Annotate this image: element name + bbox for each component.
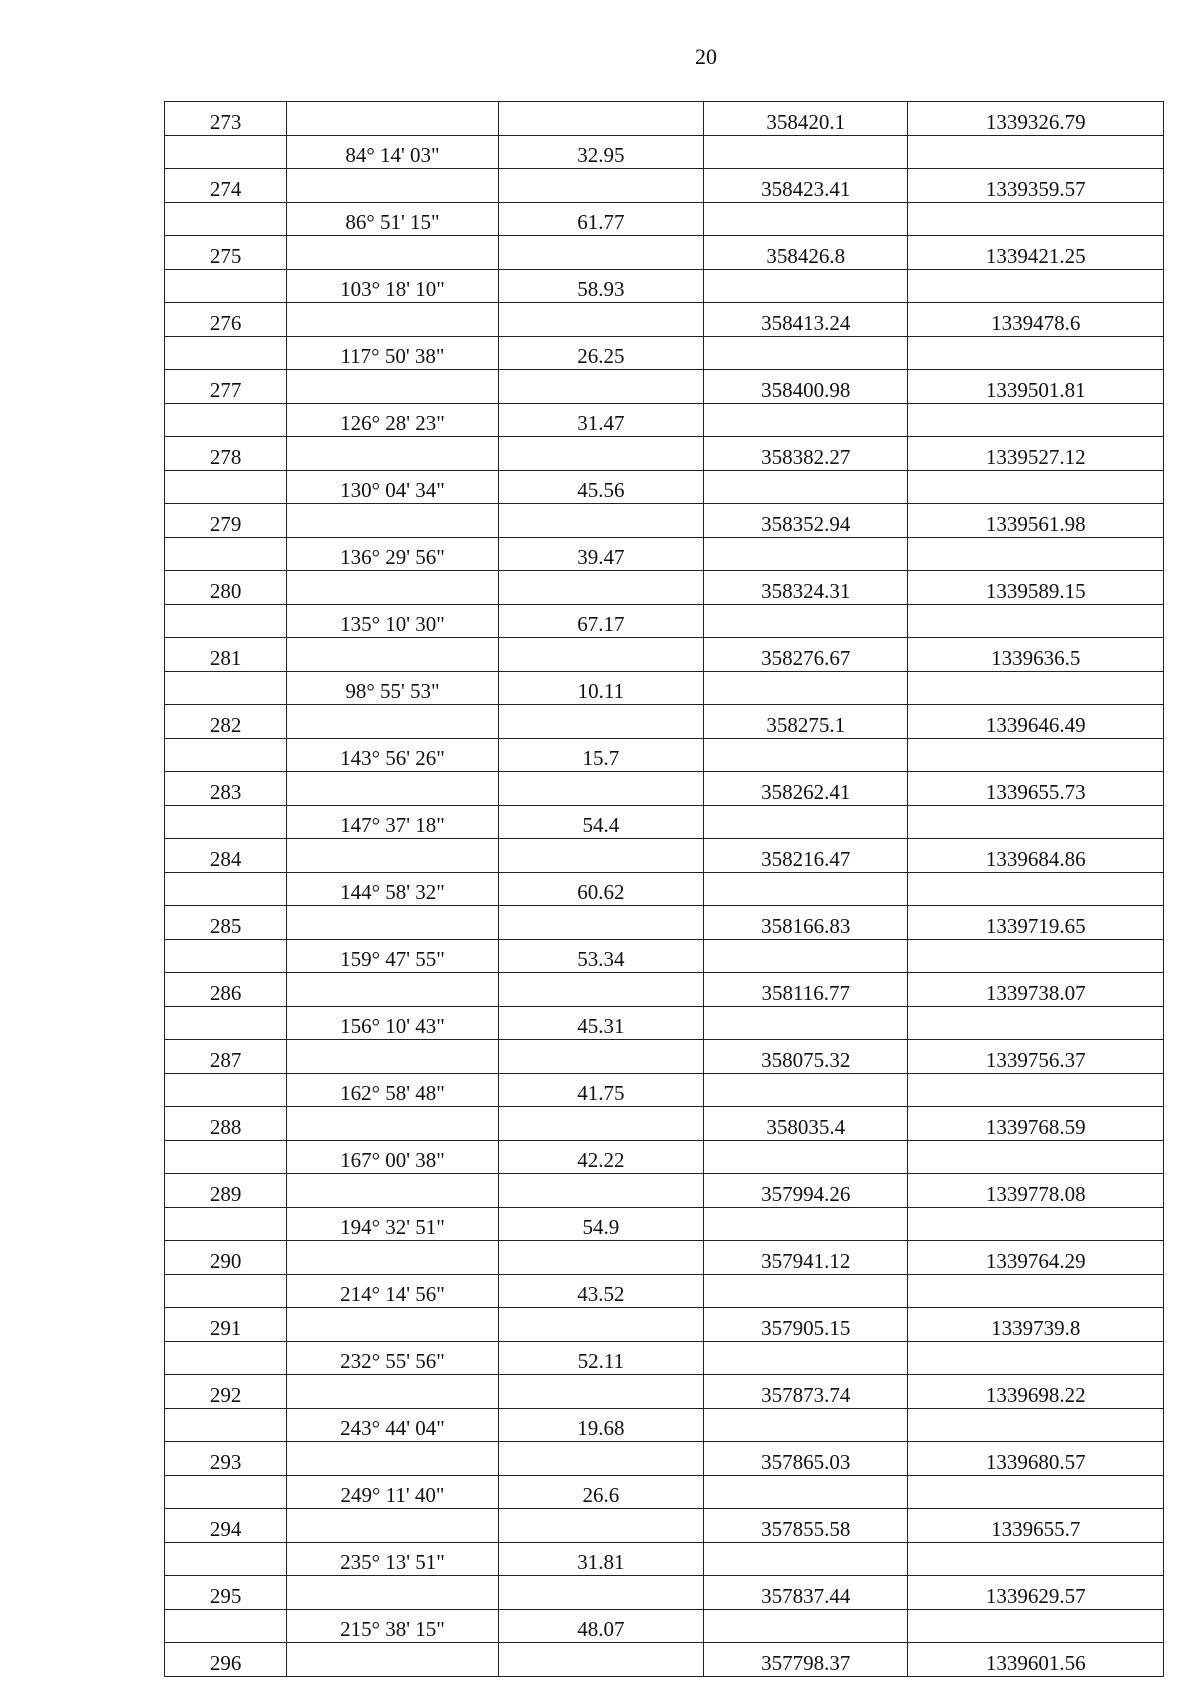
point-number: 293: [165, 1442, 287, 1476]
empty-cell: [287, 906, 498, 940]
point-number: 275: [165, 236, 287, 270]
empty-cell: [704, 1274, 908, 1308]
distance: 48.07: [498, 1609, 703, 1643]
distance: 26.6: [498, 1475, 703, 1509]
empty-cell: [287, 236, 498, 270]
y-coordinate: 1339655.73: [908, 772, 1164, 806]
empty-cell: [498, 571, 703, 605]
segment-row: [165, 336, 1164, 370]
distance: 26.25: [498, 336, 703, 370]
empty-cell: [908, 202, 1164, 236]
empty-cell: [165, 805, 287, 839]
empty-cell: [287, 370, 498, 404]
segment-row: [165, 1475, 1164, 1509]
x-coordinate: 358276.67: [704, 638, 908, 672]
point-row: [165, 705, 1164, 739]
x-coordinate: 358075.32: [704, 1040, 908, 1074]
distance: 54.4: [498, 805, 703, 839]
distance: 52.11: [498, 1341, 703, 1375]
empty-cell: [908, 135, 1164, 169]
empty-cell: [704, 1542, 908, 1576]
x-coordinate: 358275.1: [704, 705, 908, 739]
empty-cell: [704, 202, 908, 236]
point-number: 285: [165, 906, 287, 940]
y-coordinate: 1339719.65: [908, 906, 1164, 940]
segment-row: [165, 537, 1164, 571]
y-coordinate: 1339636.5: [908, 638, 1164, 672]
y-coordinate: 1339698.22: [908, 1375, 1164, 1409]
empty-cell: [165, 939, 287, 973]
segment-row: [165, 1341, 1164, 1375]
y-coordinate: 1339680.57: [908, 1442, 1164, 1476]
y-coordinate: 1339501.81: [908, 370, 1164, 404]
empty-cell: [908, 604, 1164, 638]
y-coordinate: 1339778.08: [908, 1174, 1164, 1208]
segment-row: [165, 1408, 1164, 1442]
empty-cell: [908, 1341, 1164, 1375]
empty-cell: [165, 604, 287, 638]
empty-cell: [165, 269, 287, 303]
point-number: 277: [165, 370, 287, 404]
x-coordinate: 358400.98: [704, 370, 908, 404]
point-row: [165, 638, 1164, 672]
empty-cell: [498, 1509, 703, 1543]
segment-row: [165, 1140, 1164, 1174]
empty-cell: [287, 1174, 498, 1208]
empty-cell: [287, 1241, 498, 1275]
y-coordinate: 1339629.57: [908, 1576, 1164, 1610]
empty-cell: [165, 1207, 287, 1241]
y-coordinate: 1339684.86: [908, 839, 1164, 873]
empty-cell: [498, 504, 703, 538]
point-row: [165, 102, 1164, 136]
segment-row: [165, 1274, 1164, 1308]
point-row: [165, 1643, 1164, 1677]
empty-cell: [498, 1576, 703, 1610]
distance: 42.22: [498, 1140, 703, 1174]
empty-cell: [704, 1475, 908, 1509]
empty-cell: [908, 269, 1164, 303]
empty-cell: [704, 805, 908, 839]
x-coordinate: 357837.44: [704, 1576, 908, 1610]
y-coordinate: 1339359.57: [908, 169, 1164, 203]
coordinates-table: [164, 101, 1164, 1677]
distance: 15.7: [498, 738, 703, 772]
empty-cell: [165, 336, 287, 370]
point-number: 274: [165, 169, 287, 203]
empty-cell: [498, 839, 703, 873]
point-number: 289: [165, 1174, 287, 1208]
empty-cell: [704, 1006, 908, 1040]
segment-row: [165, 1006, 1164, 1040]
point-row: [165, 772, 1164, 806]
empty-cell: [165, 872, 287, 906]
empty-cell: [498, 169, 703, 203]
empty-cell: [498, 1442, 703, 1476]
segment-row: [165, 604, 1164, 638]
distance: 67.17: [498, 604, 703, 638]
point-row: [165, 1107, 1164, 1141]
page-number: 20: [695, 44, 717, 69]
point-row: [165, 1509, 1164, 1543]
empty-cell: [704, 135, 908, 169]
empty-cell: [165, 1006, 287, 1040]
empty-cell: [165, 738, 287, 772]
distance: 39.47: [498, 537, 703, 571]
x-coordinate: 358324.31: [704, 571, 908, 605]
distance: 31.81: [498, 1542, 703, 1576]
empty-cell: [908, 671, 1164, 705]
bearing: 243° 44' 04": [287, 1408, 498, 1442]
empty-cell: [908, 1408, 1164, 1442]
distance: 60.62: [498, 872, 703, 906]
distance: 41.75: [498, 1073, 703, 1107]
point-row: [165, 169, 1164, 203]
point-row: [165, 1241, 1164, 1275]
bearing: 126° 28' 23": [287, 403, 498, 437]
distance: 58.93: [498, 269, 703, 303]
point-number: 290: [165, 1241, 287, 1275]
empty-cell: [165, 671, 287, 705]
distance: 19.68: [498, 1408, 703, 1442]
x-coordinate: 357855.58: [704, 1509, 908, 1543]
bearing: 156° 10' 43": [287, 1006, 498, 1040]
empty-cell: [704, 872, 908, 906]
empty-cell: [908, 805, 1164, 839]
point-row: [165, 236, 1164, 270]
distance: 54.9: [498, 1207, 703, 1241]
x-coordinate: 358423.41: [704, 169, 908, 203]
segment-row: [165, 202, 1164, 236]
empty-cell: [704, 604, 908, 638]
empty-cell: [287, 638, 498, 672]
point-number: 286: [165, 973, 287, 1007]
empty-cell: [704, 537, 908, 571]
empty-cell: [287, 303, 498, 337]
distance: 43.52: [498, 1274, 703, 1308]
empty-cell: [498, 1375, 703, 1409]
empty-cell: [704, 1341, 908, 1375]
empty-cell: [287, 1643, 498, 1677]
empty-cell: [498, 1040, 703, 1074]
empty-cell: [287, 772, 498, 806]
distance: 61.77: [498, 202, 703, 236]
segment-row: [165, 1609, 1164, 1643]
point-row: [165, 571, 1164, 605]
y-coordinate: 1339655.7: [908, 1509, 1164, 1543]
y-coordinate: 1339764.29: [908, 1241, 1164, 1275]
empty-cell: [908, 470, 1164, 504]
y-coordinate: 1339738.07: [908, 973, 1164, 1007]
empty-cell: [165, 1274, 287, 1308]
empty-cell: [287, 571, 498, 605]
empty-cell: [165, 135, 287, 169]
bearing: 117° 50' 38": [287, 336, 498, 370]
x-coordinate: 358352.94: [704, 504, 908, 538]
point-number: 291: [165, 1308, 287, 1342]
segment-row: [165, 671, 1164, 705]
point-row: [165, 906, 1164, 940]
point-row: [165, 1576, 1164, 1610]
x-coordinate: 358035.4: [704, 1107, 908, 1141]
empty-cell: [165, 1609, 287, 1643]
empty-cell: [287, 102, 498, 136]
empty-cell: [287, 1308, 498, 1342]
empty-cell: [704, 1408, 908, 1442]
point-row: [165, 1308, 1164, 1342]
empty-cell: [498, 772, 703, 806]
bearing: 159° 47' 55": [287, 939, 498, 973]
empty-cell: [704, 470, 908, 504]
empty-cell: [908, 1207, 1164, 1241]
segment-row: [165, 738, 1164, 772]
x-coordinate: 358262.41: [704, 772, 908, 806]
bearing: 167° 00' 38": [287, 1140, 498, 1174]
empty-cell: [165, 537, 287, 571]
point-row: [165, 370, 1164, 404]
empty-cell: [908, 537, 1164, 571]
y-coordinate: 1339601.56: [908, 1643, 1164, 1677]
empty-cell: [287, 973, 498, 1007]
empty-cell: [498, 1107, 703, 1141]
point-number: 294: [165, 1509, 287, 1543]
segment-row: [165, 470, 1164, 504]
empty-cell: [498, 102, 703, 136]
empty-cell: [908, 1475, 1164, 1509]
x-coordinate: 357905.15: [704, 1308, 908, 1342]
empty-cell: [498, 1174, 703, 1208]
empty-cell: [908, 403, 1164, 437]
point-row: [165, 1375, 1164, 1409]
empty-cell: [704, 403, 908, 437]
segment-row: [165, 872, 1164, 906]
point-number: 295: [165, 1576, 287, 1610]
x-coordinate: 357873.74: [704, 1375, 908, 1409]
empty-cell: [287, 1442, 498, 1476]
point-number: 283: [165, 772, 287, 806]
empty-cell: [165, 202, 287, 236]
point-number: 296: [165, 1643, 287, 1677]
bearing: 249° 11' 40": [287, 1475, 498, 1509]
empty-cell: [498, 705, 703, 739]
y-coordinate: 1339421.25: [908, 236, 1164, 270]
empty-cell: [165, 1341, 287, 1375]
segment-row: [165, 403, 1164, 437]
empty-cell: [704, 1609, 908, 1643]
empty-cell: [498, 236, 703, 270]
y-coordinate: 1339561.98: [908, 504, 1164, 538]
empty-cell: [704, 336, 908, 370]
point-number: 276: [165, 303, 287, 337]
bearing: 144° 58' 32": [287, 872, 498, 906]
empty-cell: [498, 638, 703, 672]
x-coordinate: 357798.37: [704, 1643, 908, 1677]
empty-cell: [908, 1609, 1164, 1643]
y-coordinate: 1339589.15: [908, 571, 1164, 605]
distance: 10.11: [498, 671, 703, 705]
empty-cell: [704, 939, 908, 973]
empty-cell: [498, 303, 703, 337]
empty-cell: [908, 1006, 1164, 1040]
bearing: 194° 32' 51": [287, 1207, 498, 1241]
empty-cell: [908, 939, 1164, 973]
empty-cell: [287, 437, 498, 471]
point-number: 281: [165, 638, 287, 672]
x-coordinate: 358382.27: [704, 437, 908, 471]
bearing: 147° 37' 18": [287, 805, 498, 839]
empty-cell: [498, 973, 703, 1007]
x-coordinate: 358116.77: [704, 973, 908, 1007]
empty-cell: [498, 1308, 703, 1342]
bearing: 86° 51' 15": [287, 202, 498, 236]
empty-cell: [165, 1542, 287, 1576]
distance: 31.47: [498, 403, 703, 437]
point-row: [165, 1040, 1164, 1074]
empty-cell: [287, 839, 498, 873]
y-coordinate: 1339768.59: [908, 1107, 1164, 1141]
empty-cell: [704, 738, 908, 772]
empty-cell: [908, 738, 1164, 772]
x-coordinate: 358420.1: [704, 102, 908, 136]
empty-cell: [287, 504, 498, 538]
y-coordinate: 1339739.8: [908, 1308, 1164, 1342]
point-number: 284: [165, 839, 287, 873]
segment-row: [165, 1542, 1164, 1576]
bearing: 232° 55' 56": [287, 1341, 498, 1375]
empty-cell: [704, 1207, 908, 1241]
point-number: 280: [165, 571, 287, 605]
distance: 53.34: [498, 939, 703, 973]
empty-cell: [498, 437, 703, 471]
empty-cell: [287, 1576, 498, 1610]
empty-cell: [498, 1643, 703, 1677]
empty-cell: [287, 169, 498, 203]
point-number: 292: [165, 1375, 287, 1409]
bearing: 143° 56' 26": [287, 738, 498, 772]
y-coordinate: 1339646.49: [908, 705, 1164, 739]
y-coordinate: 1339756.37: [908, 1040, 1164, 1074]
segment-row: [165, 1073, 1164, 1107]
y-coordinate: 1339326.79: [908, 102, 1164, 136]
point-row: [165, 1174, 1164, 1208]
point-row: [165, 1442, 1164, 1476]
empty-cell: [165, 1073, 287, 1107]
x-coordinate: 357994.26: [704, 1174, 908, 1208]
bearing: 215° 38' 15": [287, 1609, 498, 1643]
bearing: 235° 13' 51": [287, 1542, 498, 1576]
point-number: 288: [165, 1107, 287, 1141]
empty-cell: [498, 370, 703, 404]
empty-cell: [704, 1073, 908, 1107]
point-row: [165, 303, 1164, 337]
empty-cell: [287, 1509, 498, 1543]
segment-row: [165, 939, 1164, 973]
distance: 45.56: [498, 470, 703, 504]
segment-row: [165, 805, 1164, 839]
distance: 32.95: [498, 135, 703, 169]
empty-cell: [165, 1475, 287, 1509]
segment-row: [165, 135, 1164, 169]
point-number: 282: [165, 705, 287, 739]
bearing: 103° 18' 10": [287, 269, 498, 303]
bearing: 130° 04' 34": [287, 470, 498, 504]
point-row: [165, 973, 1164, 1007]
empty-cell: [165, 470, 287, 504]
bearing: 84° 14' 03": [287, 135, 498, 169]
y-coordinate: 1339527.12: [908, 437, 1164, 471]
distance: 45.31: [498, 1006, 703, 1040]
empty-cell: [908, 1274, 1164, 1308]
y-coordinate: 1339478.6: [908, 303, 1164, 337]
empty-cell: [498, 906, 703, 940]
empty-cell: [287, 1107, 498, 1141]
bearing: 136° 29' 56": [287, 537, 498, 571]
empty-cell: [704, 671, 908, 705]
point-row: [165, 504, 1164, 538]
point-number: 287: [165, 1040, 287, 1074]
x-coordinate: 357865.03: [704, 1442, 908, 1476]
empty-cell: [908, 1073, 1164, 1107]
point-number: 273: [165, 102, 287, 136]
empty-cell: [704, 1140, 908, 1174]
empty-cell: [908, 336, 1164, 370]
x-coordinate: 358216.47: [704, 839, 908, 873]
point-number: 279: [165, 504, 287, 538]
point-row: [165, 437, 1164, 471]
bearing: 135° 10' 30": [287, 604, 498, 638]
empty-cell: [704, 269, 908, 303]
segment-row: [165, 1207, 1164, 1241]
empty-cell: [908, 1542, 1164, 1576]
x-coordinate: 358166.83: [704, 906, 908, 940]
segment-row: [165, 269, 1164, 303]
empty-cell: [165, 1140, 287, 1174]
empty-cell: [287, 1375, 498, 1409]
empty-cell: [287, 705, 498, 739]
empty-cell: [908, 872, 1164, 906]
empty-cell: [165, 403, 287, 437]
point-number: 278: [165, 437, 287, 471]
x-coordinate: 357941.12: [704, 1241, 908, 1275]
empty-cell: [498, 1241, 703, 1275]
bearing: 214° 14' 56": [287, 1274, 498, 1308]
empty-cell: [908, 1140, 1164, 1174]
bearing: 162° 58' 48": [287, 1073, 498, 1107]
empty-cell: [287, 1040, 498, 1074]
x-coordinate: 358426.8: [704, 236, 908, 270]
x-coordinate: 358413.24: [704, 303, 908, 337]
empty-cell: [165, 1408, 287, 1442]
bearing: 98° 55' 53": [287, 671, 498, 705]
point-row: [165, 839, 1164, 873]
